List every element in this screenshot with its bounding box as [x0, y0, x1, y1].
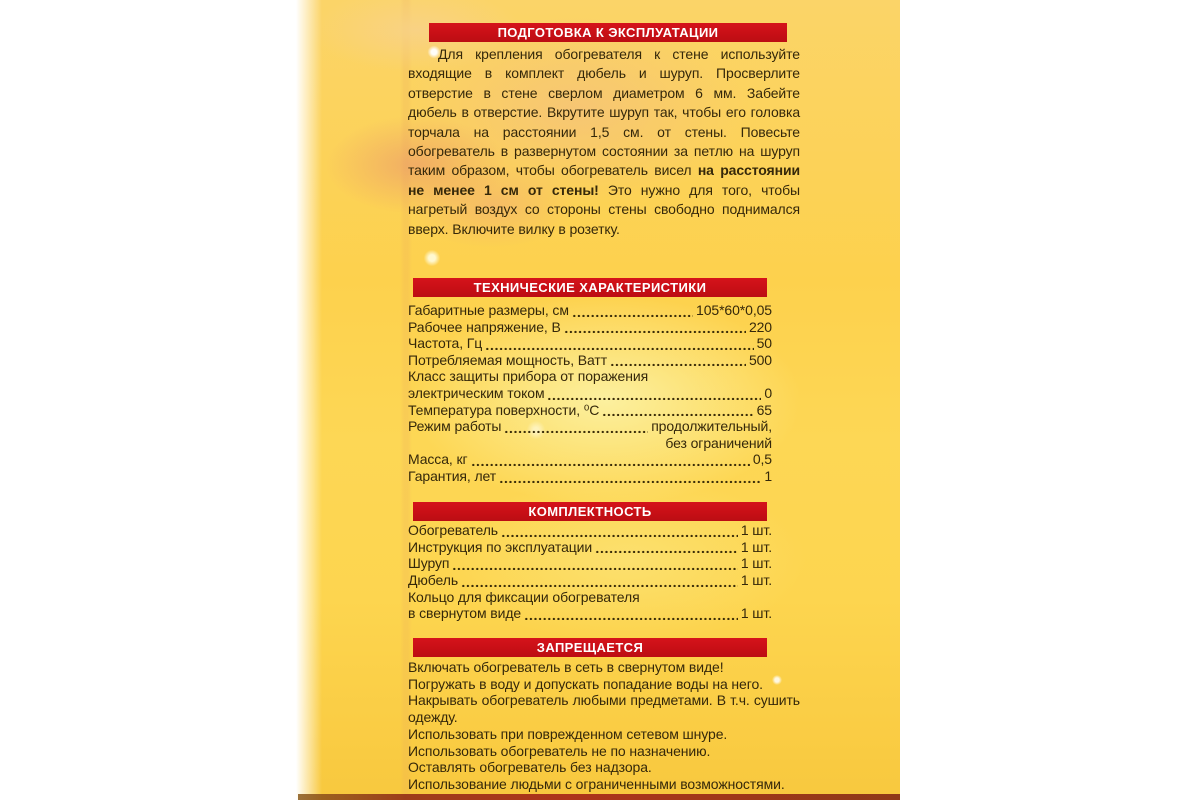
forbidden-item: Использовать обогреватель не по назначению.	[408, 742, 711, 759]
section-header-preparation	[429, 23, 787, 42]
dotted-leader	[572, 313, 693, 317]
paragraph-bold-warning: на расстоянии не менее 1 см от стены!	[408, 162, 800, 198]
contents-value: 1 шт.	[740, 538, 772, 555]
spec-row	[408, 368, 772, 385]
spec-row	[408, 418, 772, 435]
spec-label: Рабочее напряжение, В	[408, 318, 561, 335]
spec-value: 220	[748, 318, 772, 335]
paragraph-text: Это нужно для того, чтобы нагретый воздух со стороны стены свободно поднимался вверх. Включите вилку в розетку.	[408, 181, 800, 237]
spec-row	[408, 319, 772, 336]
forbidden-list	[408, 659, 800, 793]
spec-row	[408, 385, 772, 402]
dotted-leader	[547, 396, 761, 400]
section-header-forbidden	[413, 638, 767, 657]
contents-value: 1 шт.	[740, 605, 772, 622]
spec-label: Гарантия, лет	[408, 467, 497, 484]
spec-value: 65	[756, 401, 772, 418]
contents-value: 1 шт.	[740, 555, 772, 572]
spec-row	[408, 302, 772, 319]
spec-value: продолжительный,	[651, 418, 772, 435]
spec-value: 500	[748, 351, 772, 368]
contents-row	[408, 539, 772, 556]
contents-label: Шуруп	[408, 555, 450, 572]
forbidden-item: Использование людьми с ограниченными возможностями.	[408, 775, 785, 792]
spec-label: Масса, кг	[408, 451, 468, 468]
dotted-leader	[610, 362, 746, 366]
spec-label: Потребляемая мощность, Ватт	[408, 351, 608, 368]
spec-value: 50	[756, 335, 772, 352]
dotted-leader	[501, 533, 738, 537]
forbidden-item: Погружать в воду и допускать попадание воды на него.	[408, 675, 763, 692]
section-title: ТЕХНИЧЕСКИЕ ХАРАКТЕРИСТИКИ	[473, 280, 707, 295]
spec-value: 0,5	[752, 451, 772, 468]
dotted-leader	[504, 429, 648, 433]
contents-table	[408, 522, 772, 622]
spec-row	[408, 335, 772, 352]
spec-row	[408, 451, 772, 468]
specs-table	[408, 302, 772, 485]
contents-value: 1 шт.	[740, 522, 772, 538]
forbidden-item: Оставлять обогреватель без надзора.	[408, 759, 652, 776]
spec-label: электрическим током	[408, 384, 545, 401]
dotted-leader	[602, 412, 753, 416]
contents-row	[408, 589, 772, 606]
dotted-leader	[485, 346, 753, 350]
section-title: КОМПЛЕКТНОСТЬ	[528, 504, 652, 519]
spec-row	[408, 402, 772, 419]
spec-value: 0	[764, 384, 772, 401]
contents-row	[408, 572, 772, 589]
section-header-specs	[413, 278, 767, 297]
forbidden-item: Накрывать обогреватель любыми предметами. В т.ч. сушить одежду.	[408, 692, 800, 726]
forbidden-item: Использовать при поврежденном сетевом шнуре.	[408, 725, 728, 742]
spec-label: Габаритные размеры, см	[408, 302, 569, 318]
preparation-paragraph	[408, 45, 800, 239]
dotted-leader	[452, 566, 737, 570]
dotted-leader	[471, 462, 750, 466]
section-header-contents	[413, 502, 767, 521]
spec-label: Частота, Гц	[408, 335, 483, 352]
contents-label: Кольцо для фиксации обогревателя	[408, 588, 640, 605]
section-title: ПОДГОТОВКА К ЭКСПЛУАТАЦИИ	[497, 25, 719, 40]
contents-label: в свернутом виде	[408, 605, 522, 622]
dotted-leader	[564, 329, 746, 333]
spec-value: 1	[764, 467, 772, 484]
dotted-leader	[461, 583, 738, 587]
spec-value: 105*60*0,05	[696, 302, 772, 318]
contents-value: 1 шт.	[740, 572, 772, 589]
spec-label: Режим работы	[408, 418, 502, 435]
dotted-leader	[595, 549, 738, 553]
contents-row	[408, 605, 772, 622]
forbidden-item: Включать обогреватель в сеть в свернутом виде!	[408, 659, 724, 675]
section-title: ЗАПРЕЩАЕТСЯ	[536, 640, 644, 655]
contents-row	[408, 555, 772, 572]
contents-label: Дюбель	[408, 572, 459, 589]
spec-row	[408, 435, 772, 452]
dotted-leader	[524, 616, 738, 620]
spec-label: Температура поверхности, ⁰С	[408, 401, 600, 418]
dotted-leader	[499, 479, 761, 483]
contents-label: Обогреватель	[408, 522, 498, 538]
cropped-red-bar-bottom	[298, 794, 900, 800]
contents-row	[408, 522, 772, 539]
spec-row	[408, 352, 772, 369]
spec-label: Класс защиты прибора от поражения	[408, 368, 649, 385]
contents-label: Инструкция по эксплуатации	[408, 538, 593, 555]
spec-row	[408, 468, 772, 485]
paragraph-text: Для крепления обогревателя к стене используйте входящие в комплект дюбель и шуруп. Просверлите отверстие в стене сверлом диаметром 6 мм. Забейте дюбель в отверстие. Вкрутите шуруп так, чтобы его головка торчала на расстоянии 1,5 см. от стены. Повесьте обогреватель в развернутом состоянии за петлю на шуруп таким образом, чтобы обогреватель висел	[408, 46, 800, 179]
spec-value: без ограничений	[665, 434, 772, 451]
